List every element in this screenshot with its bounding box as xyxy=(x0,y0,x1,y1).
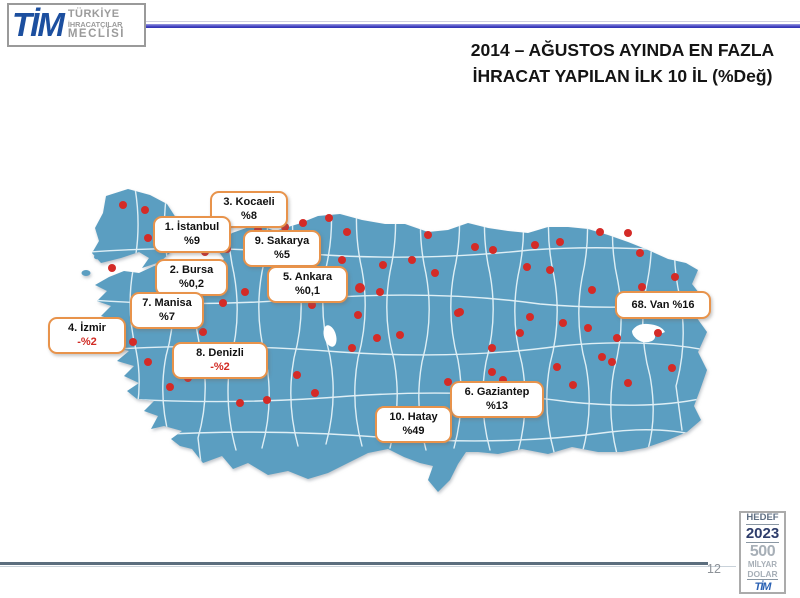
map-callout-denizli xyxy=(172,342,268,379)
hedef-2023-logo xyxy=(739,511,786,594)
footer-divider-line-light xyxy=(0,566,736,567)
map-callout-bursa xyxy=(155,259,228,296)
callout-value: -%2 xyxy=(77,336,97,348)
tim-logo-text: TİM xyxy=(12,6,63,43)
tim-logo-line2: İHRACATÇILAR xyxy=(67,20,123,30)
callout-title: 7. Manisa xyxy=(142,297,192,309)
callout-title: 5. Ankara xyxy=(282,271,333,283)
callout-title: 68. Van %16 xyxy=(631,299,695,311)
map-callout-hatay xyxy=(375,406,452,443)
callout-value: %49 xyxy=(402,425,425,437)
hedef-logo-2023: 2023 xyxy=(745,524,780,542)
page-number: 12 xyxy=(707,562,721,576)
hedef-logo-tim: TİM xyxy=(754,581,771,593)
callout-title: 1. İstanbul xyxy=(164,221,220,233)
aegean-island xyxy=(94,255,100,260)
callout-title: 10. Hatay xyxy=(389,411,438,423)
map-callout-sakarya xyxy=(243,230,321,267)
footer-divider-line xyxy=(0,562,708,565)
tim-logo-line3: MECLİSİ xyxy=(67,28,125,41)
callout-value: %7 xyxy=(159,311,175,323)
hedef-logo-dolar: DOLAR xyxy=(747,568,778,579)
header-accent-line xyxy=(143,21,800,29)
hedef-logo-500: 500 xyxy=(749,542,776,560)
callout-title: 3. Kocaeli xyxy=(223,196,275,208)
callout-value: %5 xyxy=(274,249,290,261)
hedef-logo-milyar: MİLYAR xyxy=(747,559,778,569)
tim-logo-line1: TÜRKİYE xyxy=(67,8,120,21)
map-callout-izmir xyxy=(48,317,126,354)
map-callout-gaziantep xyxy=(450,381,544,418)
callout-value: -%2 xyxy=(210,361,230,373)
map-callout-istanbul xyxy=(153,216,231,253)
map-callout-van xyxy=(615,291,711,319)
callout-title: 4. İzmir xyxy=(68,322,106,334)
callout-value: %9 xyxy=(184,235,200,247)
callout-value: %0,2 xyxy=(178,278,205,290)
slide-title-line1: 2014 – AĞUSTOS AYINDA EN FAZLA xyxy=(470,40,775,60)
callout-title: 9. Sakarya xyxy=(254,235,310,247)
tim-logo xyxy=(7,3,146,47)
slide-title-line2: İHRACAT YAPILAN İLK 10 İL (%Değ) xyxy=(472,66,773,86)
callout-title: 6. Gaziantep xyxy=(464,386,530,398)
callout-value: %8 xyxy=(241,210,257,222)
map-callout-ankara xyxy=(267,266,348,303)
aegean-island xyxy=(82,270,91,276)
hedef-logo-hedef: HEDEF xyxy=(746,512,779,523)
callout-value: %0,1 xyxy=(294,285,321,297)
map-callout-manisa xyxy=(130,292,204,329)
callout-title: 2. Bursa xyxy=(169,264,214,276)
callout-value: %13 xyxy=(485,400,509,412)
callout-title: 8. Denizli xyxy=(196,347,244,359)
